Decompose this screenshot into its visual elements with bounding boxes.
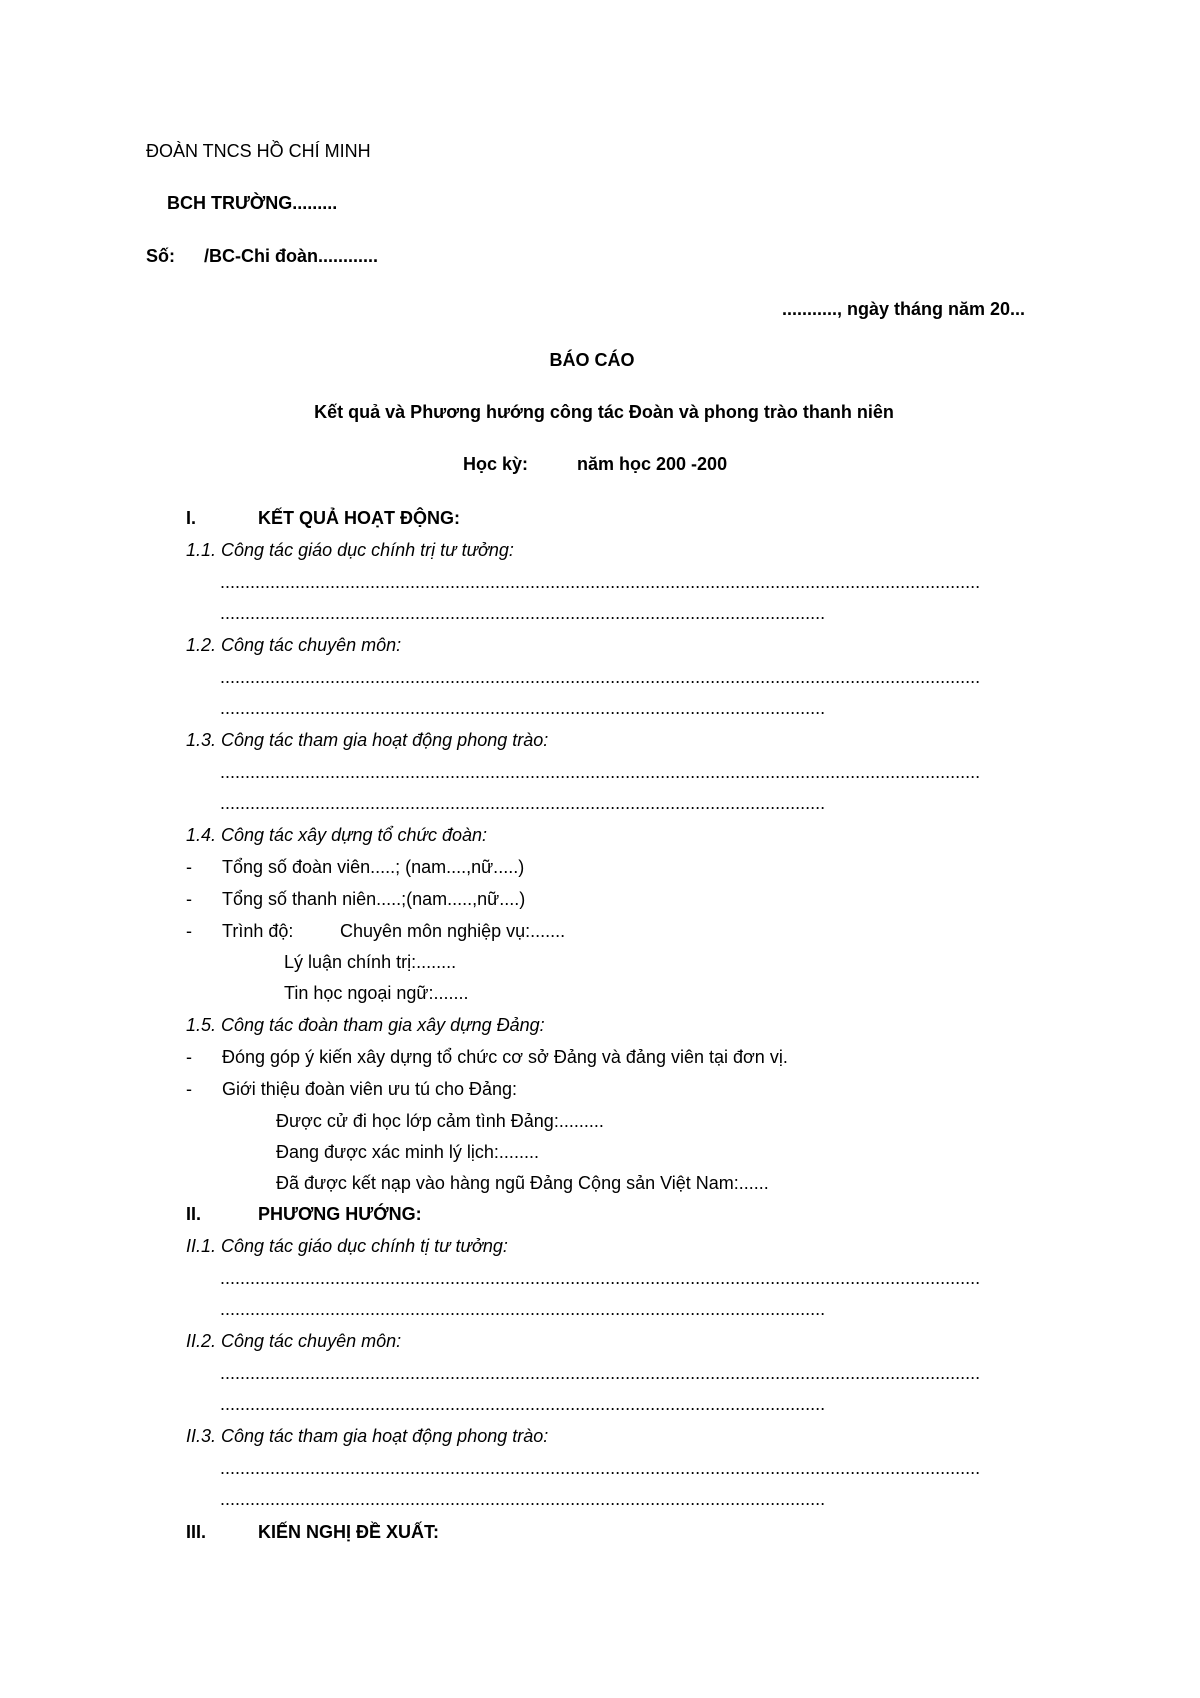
item-1-3: 1.3. Công tác tham gia hoạt động phong trào:: [186, 730, 549, 750]
term-value: năm học 200 -200: [577, 454, 728, 474]
fill-line-2-2a: ........................................................................................................................................................: [220, 1363, 981, 1383]
org-line-a: [186, 856, 524, 878]
section-2-heading: [186, 1203, 422, 1225]
item-1-1: 1.1. Công tác giáo dục chính trị tư tưởng:: [186, 540, 514, 560]
party-line-c: Được cử đi học lớp cảm tình Đảng:.........: [276, 1111, 604, 1131]
fill-line-2-1b: .........................................................................................................................: [220, 1299, 826, 1319]
item-2-1: II.1. Công tác giáo dục chính tị tư tưởng:: [186, 1236, 508, 1256]
fill-line-1-2a: ........................................................................................................................................................: [220, 667, 981, 687]
fill-line-2-2b: .........................................................................................................................: [220, 1394, 826, 1414]
party-line-e: Đã được kết nạp vào hàng ngũ Đảng Cộng sản Việt Nam:......: [276, 1173, 769, 1193]
fill-line-2-3b: .........................................................................................................................: [220, 1489, 826, 1509]
party-line-d: Đang được xác minh lý lịch:........: [276, 1142, 539, 1162]
item-1-5: 1.5. Công tác đoàn tham gia xây dựng Đảng:: [186, 1015, 545, 1035]
bullet-dash: -: [186, 1079, 192, 1099]
bullet-dash: -: [186, 921, 192, 941]
fill-line-1-3a: ........................................................................................................................................................: [220, 762, 981, 782]
section-2-number: II.: [186, 1204, 202, 1224]
org-line-c-label: Trình độ:: [222, 921, 294, 941]
fill-line-1-1a: ........................................................................................................................................................: [220, 572, 981, 592]
fill-line-1-2b: .........................................................................................................................: [220, 698, 826, 718]
doc-number-line: [146, 245, 378, 267]
org-line-c: [186, 920, 565, 942]
item-1-4: 1.4. Công tác xây dựng tổ chức đoàn:: [186, 825, 487, 845]
term-line: [463, 453, 727, 475]
fill-line-2-3a: ........................................................................................................................................................: [220, 1458, 981, 1478]
section-1-heading: [186, 507, 460, 529]
report-title: BÁO CÁO: [549, 350, 635, 370]
org-line-b: [186, 888, 525, 910]
party-line-a-text: Đóng góp ý kiến xây dựng tổ chức cơ sở Đảng và đảng viên tại đơn vị.: [222, 1047, 788, 1067]
section-2-title: PHƯƠNG HƯỚNG:: [258, 1204, 422, 1224]
item-1-2: 1.2. Công tác chuyên môn:: [186, 635, 402, 655]
org-line-c-value: Chuyên môn nghiệp vụ:.......: [340, 921, 566, 941]
item-2-2: II.2. Công tác chuyên môn:: [186, 1331, 402, 1351]
term-label: Học kỳ:: [463, 454, 529, 474]
bullet-dash: -: [186, 857, 192, 877]
bch-line: BCH TRƯỜNG.........: [167, 193, 338, 213]
so-label: Số:: [146, 246, 175, 266]
party-line-b: [186, 1078, 517, 1100]
section-1-title: KẾT QUẢ HOẠT ĐỘNG:: [258, 508, 460, 528]
section-3-heading: [186, 1521, 439, 1543]
party-line-a: [186, 1046, 788, 1068]
section-1-number: I.: [186, 508, 197, 528]
fill-line-2-1a: ........................................................................................................................................................: [220, 1268, 981, 1288]
section-3-number: III.: [186, 1522, 207, 1542]
section-3-title: KIẾN NGHỊ ĐỀ XUẤT:: [258, 1522, 440, 1542]
date-line: ..........., ngày tháng năm 20...: [782, 299, 1026, 319]
so-value: /BC-Chi đoàn............: [204, 246, 378, 266]
org-line-b-text: Tổng số thanh niên.....;(nam.....,nữ....): [222, 889, 526, 909]
org-line-d: Lý luận chính trị:........: [284, 952, 457, 972]
report-subtitle: Kết quả và Phương hướng công tác Đoàn và phong trào thanh niên: [314, 402, 894, 422]
bullet-dash: -: [186, 889, 192, 909]
fill-line-1-1b: .........................................................................................................................: [220, 603, 826, 623]
bullet-dash: -: [186, 1047, 192, 1067]
org-line-e: Tin học ngoại ngữ:.......: [284, 983, 469, 1003]
fill-line-1-3b: .........................................................................................................................: [220, 793, 826, 813]
org-name: ĐOÀN TNCS HỒ CHÍ MINH: [146, 141, 371, 161]
org-line-a-text: Tổng số đoàn viên.....; (nam....,nữ.....): [222, 857, 525, 877]
party-line-b-text: Giới thiệu đoàn viên ưu tú cho Đảng:: [222, 1079, 518, 1099]
item-2-3: II.3. Công tác tham gia hoạt động phong trào:: [186, 1426, 549, 1446]
